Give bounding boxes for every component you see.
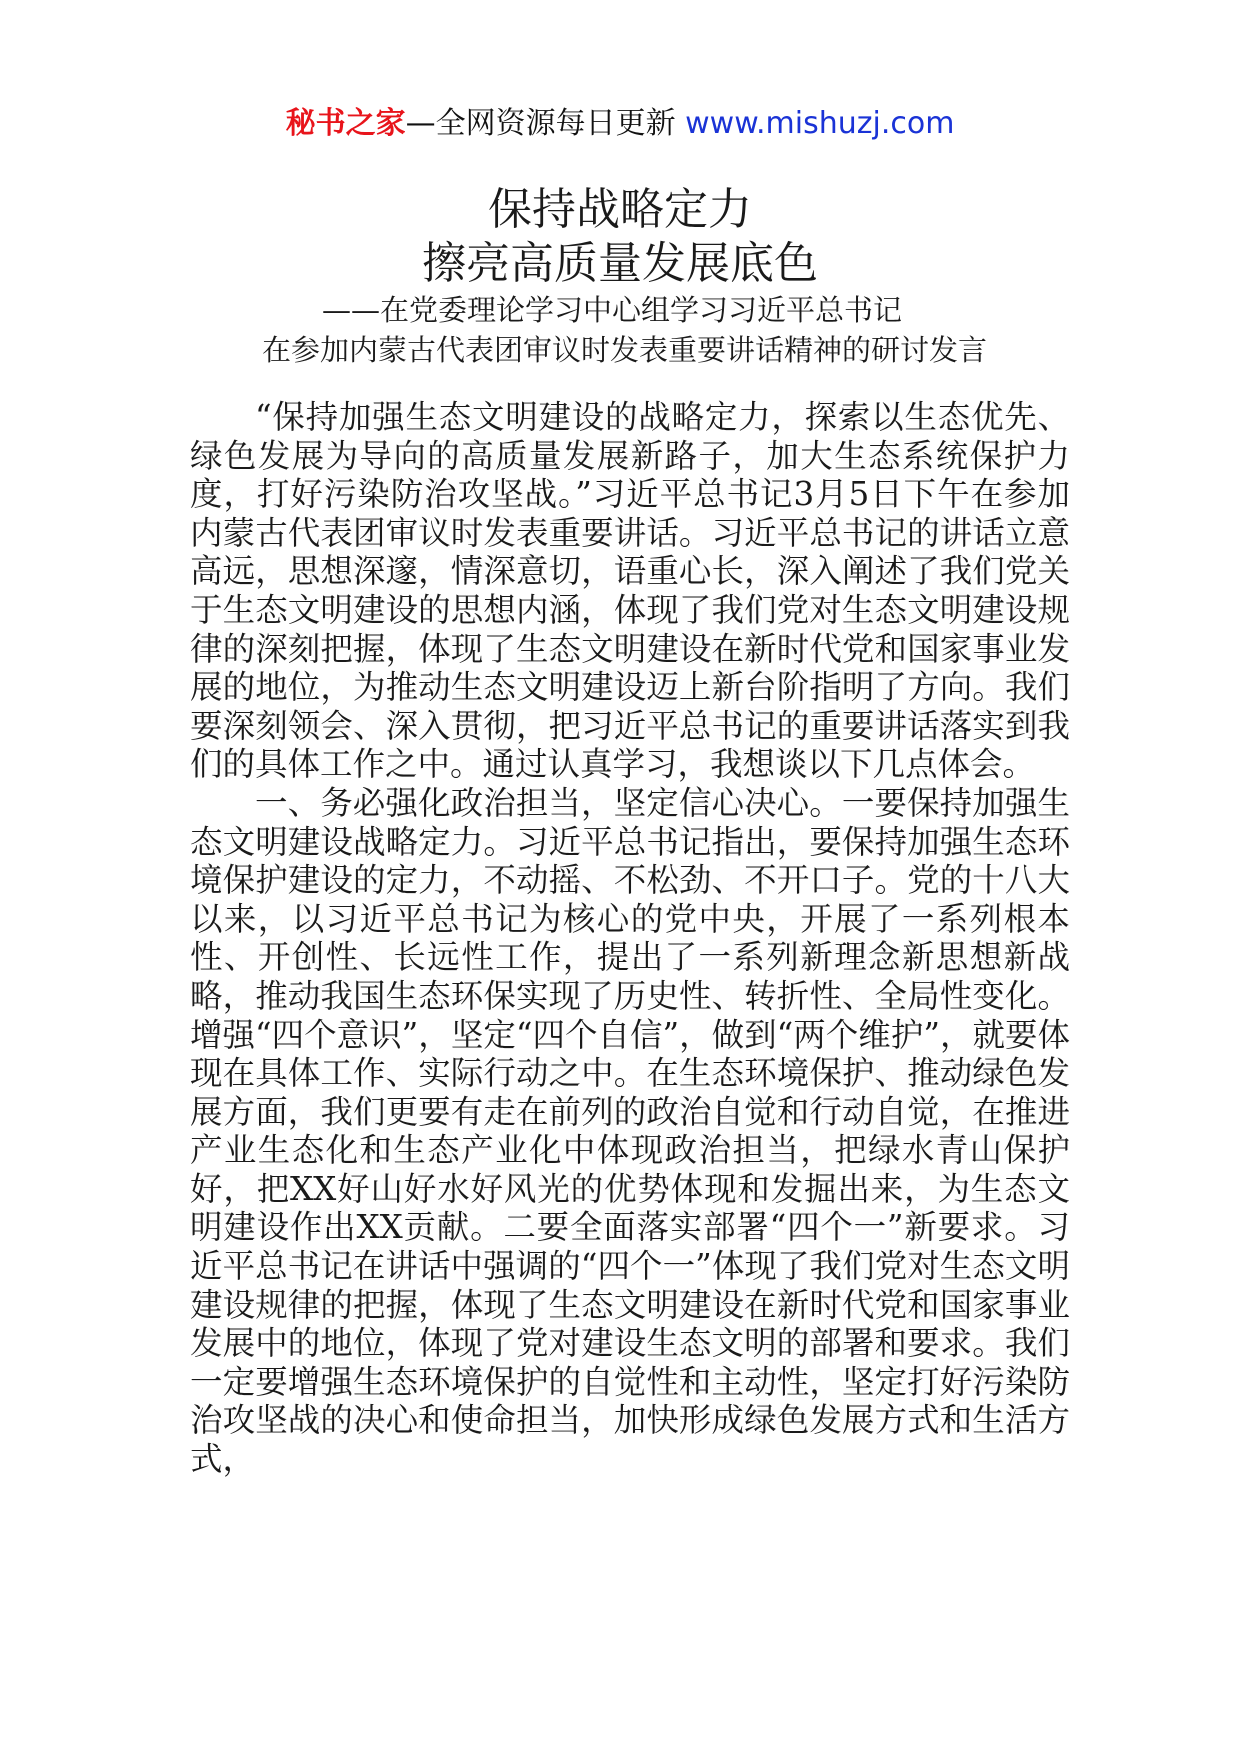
document-subtitle-line-2: 在参加内蒙古代表团审议时发表重要讲话精神的研讨发言 [262,333,988,367]
brand-name: 秘书之家 [285,106,406,141]
document-subtitle-line-1: ——在党委理论学习中心组学习习近平总书记 [322,293,903,327]
document-title-line-2: 擦亮高质量发展底色 [422,238,818,289]
site-banner [0,104,1240,144]
body-paragraph-2: 一、务必强化政治担当，坚定信心决心。一要保持加强生态文明建设战略定力。习近平总书记指出，要保持加强生态环境保护建设的定力，不动摇、不松劲、不开口子。党的十八大以来，以习近平总书记为核心的党中央，开展了一系列根本性、开创性、长远性工作，提出了一系列新理念新思想新战略，推动我国生态环保实现了历史性、转折性、全局性变化。增强“四个意识”，坚定“四个自信”，做到“两个维护”，就要体现在具体工作、实际行动之中。在生态环境保护、推动绿色发展方面，我们更要有走在前列的政治自觉和行动自觉，在推进产业生态化和生态产业化中体现政治担当，把绿水青山保护好，把XX好山好水好风光的优势体现和发掘出来，为生态文明建设作出XX贡献。二要全面落实部署“四个一”新要求。习近平总书记在讲话中强调的“四个一”体现了我们党对生态文明建设规律的把握，体现了生态文明建设在新时代党和国家事业发展中的地位，体现了党对建设生态文明的部署和要求。我们一定要增强生态环境保护的自觉性和主动性，坚定打好污染防治攻坚战的决心和使命担当，加快形成绿色发展方式和生活方式， [190,783,1070,1479]
document-body [190,398,1070,1479]
site-url-link[interactable]: www.mishuzj.com [685,106,955,141]
document-title-line-1: 保持战略定力 [488,184,752,235]
body-paragraph-1: “保持加强生态文明建设的战略定力，探索以生态优先、绿色发展为导向的高质量发展新路子，加大生态系统保护力度，打好污染防治攻坚战。”习近平总书记3月5日下午在参加内蒙古代表团审议时发表重要讲话。习近平总书记的讲话立意高远，思想深邃，情深意切，语重心长，深入阐述了我们党关于生态文明建设的思想内涵，体现了我们党对生态文明建设规律的深刻把握，体现了生态文明建设在新时代党和国家事业发展的地位，为推动生态文明建设迈上新台阶指明了方向。我们要深刻领会、深入贯彻，把习近平总书记的重要讲话落实到我们的具体工作之中。通过认真学习，我想谈以下几点体会。 [190,398,1070,784]
banner-slogan: —全网资源每日更新 [405,106,676,141]
